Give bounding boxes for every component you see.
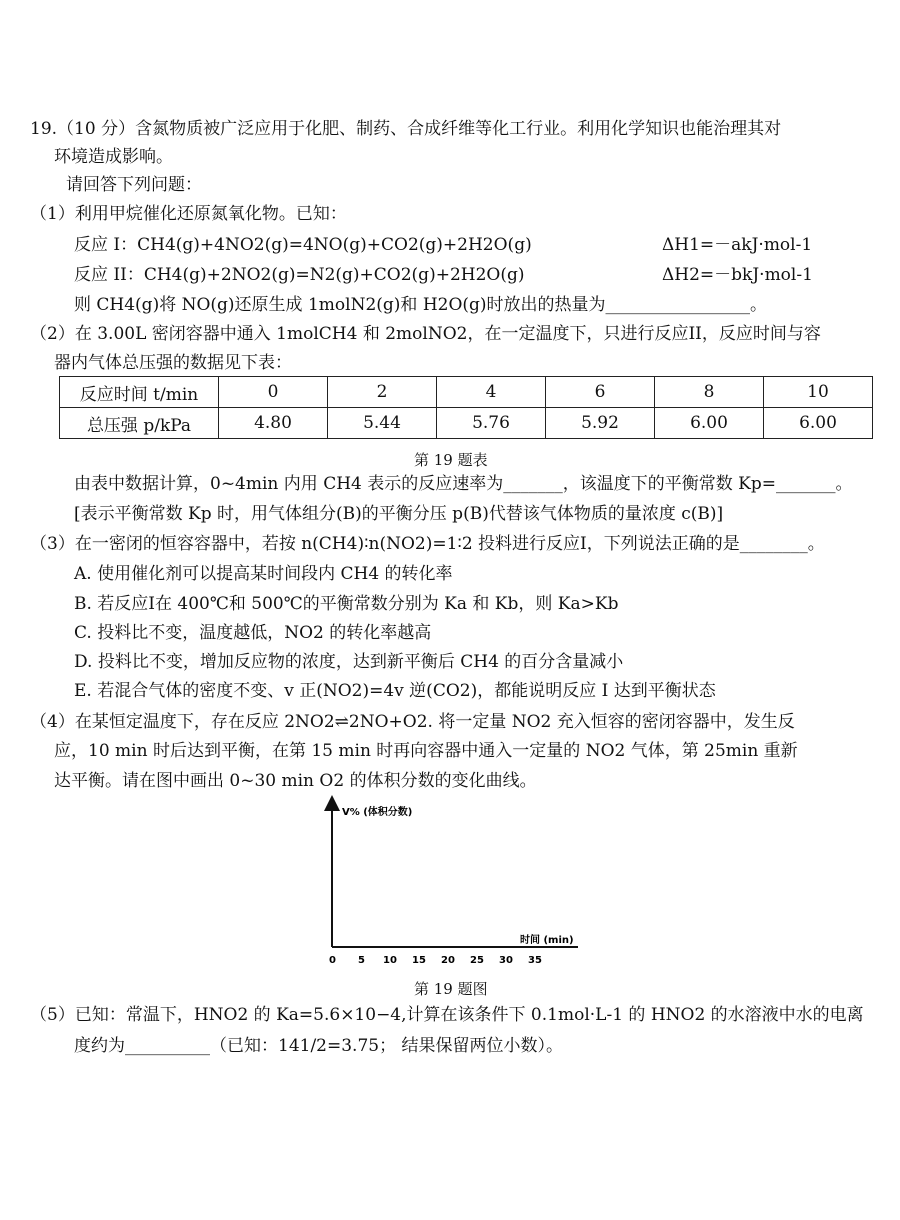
reaction-2-enthalpy: ΔH2=－bkJ·mol-1 — [662, 265, 813, 285]
part3-title: （3）在一密闭的恒容容器中，若按 n(CH4)∶n(NO2)=1∶2 投料进行反应I，下列说法正确的是________。 — [30, 534, 825, 554]
answer-graph — [320, 795, 590, 975]
option-e: E. 若混合气体的密度不变、v 正(NO2)=4v 逆(CO2)，都能说明反应 I 达到平衡状态 — [74, 681, 716, 701]
table-cell: 5.92 — [546, 408, 655, 439]
table-cell: 0 — [219, 377, 328, 408]
x-tick-label: 15 — [412, 955, 426, 966]
part5-line-2: 度约为__________（已知：141/2=3.75； 结果保留两位小数）。 — [74, 1036, 563, 1056]
x-tick-label: 20 — [441, 955, 455, 966]
table-header-time: 反应时间 t/min — [60, 377, 219, 408]
table-cell: 2 — [328, 377, 437, 408]
reaction-1-enthalpy: ΔH1=－akJ·mol-1 — [662, 235, 813, 255]
table-cell: 4.80 — [219, 408, 328, 439]
table-cell: 8 — [655, 377, 764, 408]
reaction-1: 反应 I：CH4(g)+4NO2(g)=4NO(g)+CO2(g)+2H2O(g) — [74, 235, 532, 255]
part2-line-2: 器内气体总压强的数据见下表： — [54, 353, 292, 373]
graph-caption: 第 19 题图 — [414, 980, 488, 998]
pressure-data-table — [59, 376, 873, 439]
table-cell: 5.44 — [328, 408, 437, 439]
intro-line-3: 请回答下列问题： — [66, 175, 202, 195]
intro-line-2: 环境造成影响。 — [54, 147, 173, 167]
part2-question-2: [表示平衡常数 Kp 时，用气体组分(B)的平衡分压 p(B)代替该气体物质的量浓度 c(B)] — [74, 504, 724, 524]
x-tick-label: 30 — [499, 955, 513, 966]
table-cell: 6 — [546, 377, 655, 408]
part4-line-2: 应，10 min 时后达到平衡，在第 15 min 时再向容器中通入一定量的 NO2 气体，第 25min 重新 — [54, 741, 798, 761]
part2-line-1: （2）在 3.00L 密闭容器中通入 1molCH4 和 2molNO2，在一定温度下，只进行反应II，反应时间与容 — [30, 324, 821, 344]
table-cell: 6.00 — [764, 408, 873, 439]
part1-question: 则 CH4(g)将 NO(g)还原生成 1molN2(g)和 H2O(g)时放出的热量为_________________。 — [74, 295, 768, 315]
x-tick-label: 0 — [329, 955, 336, 966]
x-tick-label: 10 — [383, 955, 397, 966]
x-tick-label: 25 — [470, 955, 484, 966]
data-table-wrapper — [59, 376, 873, 439]
table-row-pressure — [60, 408, 873, 439]
option-b: B. 若反应I在 400℃和 500℃的平衡常数分别为 Ka 和 Kb，则 Ka>Kb — [74, 594, 619, 614]
x-axis-label: 时间 (min) — [520, 935, 574, 946]
option-a: A. 使用催化剂可以提高某时间段内 CH4 的转化率 — [74, 564, 453, 584]
part1-title: （1）利用甲烷催化还原氮氧化物。已知： — [30, 204, 347, 224]
reaction-2: 反应 II：CH4(g)+2NO2(g)=N2(g)+CO2(g)+2H2O(g) — [74, 265, 525, 285]
table-cell: 6.00 — [655, 408, 764, 439]
part5-line-1: （5）已知：常温下，HNO2 的 Ka=5.6×10−4,计算在该条件下 0.1mol·L-1 的 HNO2 的水溶液中水的电离 — [30, 1005, 864, 1025]
x-tick-label: 5 — [358, 955, 365, 966]
table-cell: 10 — [764, 377, 873, 408]
option-d: D. 投料比不变，增加反应物的浓度，达到新平衡后 CH4 的百分含量减小 — [74, 652, 624, 672]
table-cell: 5.76 — [437, 408, 546, 439]
table-caption: 第 19 题表 — [414, 451, 488, 469]
table-header-pressure: 总压强 p/kPa — [60, 408, 219, 439]
part4-line-3: 达平衡。请在图中画出 0~30 min O2 的体积分数的变化曲线。 — [54, 771, 537, 791]
x-tick-label: 35 — [528, 955, 542, 966]
part2-question-1: 由表中数据计算，0~4min 内用 CH4 表示的反应速率为_______，该温度下的平衡常数 Kp=_______。 — [74, 474, 853, 494]
table-cell: 4 — [437, 377, 546, 408]
part4-line-1: （4）在某恒定温度下，存在反应 2NO2⇌2NO+O2. 将一定量 NO2 充入恒容的密闭容器中，发生反 — [30, 712, 795, 732]
y-axis-label: V% (体积分数) — [342, 807, 413, 818]
intro-line-1: 19.（10 分）含氮物质被广泛应用于化肥、制药、合成纤维等化工行业。利用化学知识也能治理其对 — [30, 119, 782, 139]
table-row-time — [60, 377, 873, 408]
option-c: C. 投料比不变，温度越低，NO2 的转化率越高 — [74, 623, 432, 643]
